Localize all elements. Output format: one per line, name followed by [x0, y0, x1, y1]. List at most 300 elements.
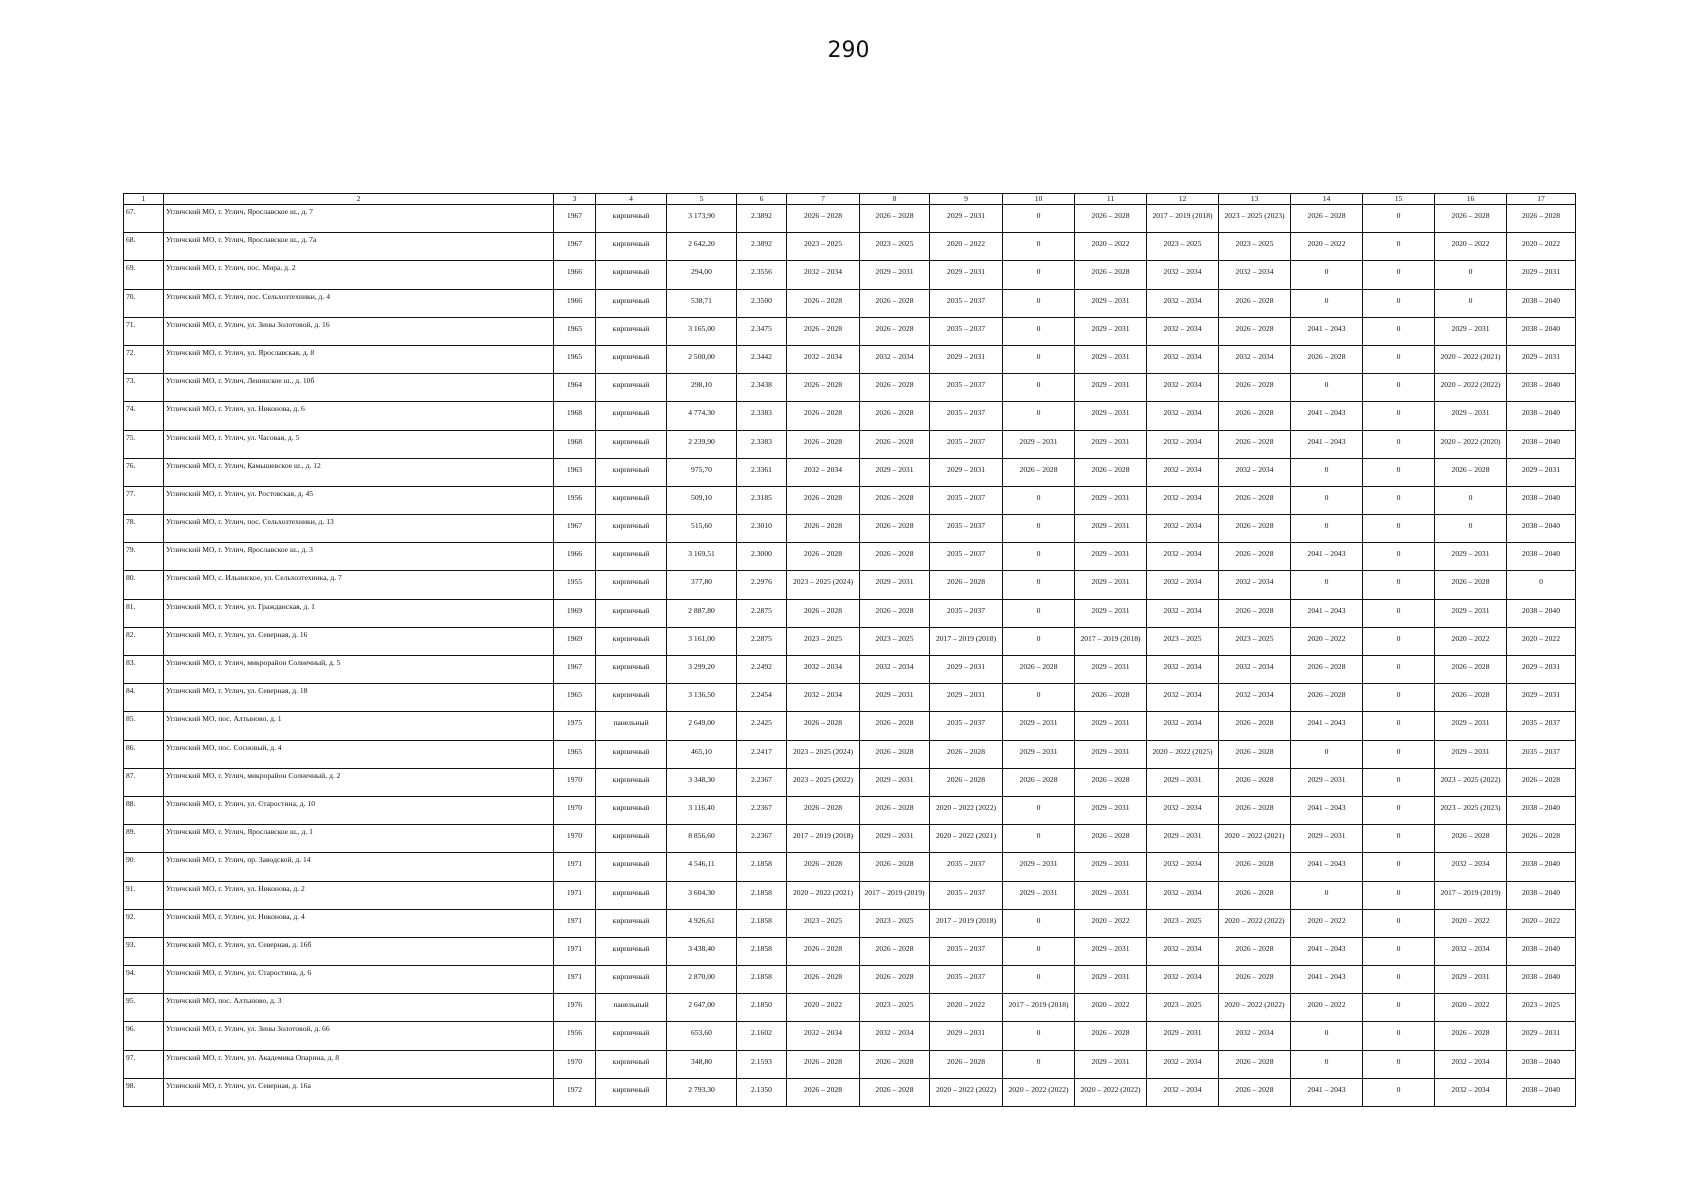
table-cell: 2023 – 2025 (2024) — [787, 571, 860, 599]
table-cell: 0 — [1363, 345, 1435, 373]
table-cell: 2026 – 2028 — [1219, 317, 1291, 345]
table-cell: 2035 – 2037 — [930, 515, 1003, 543]
table-cell: кирпичный — [596, 740, 667, 768]
table-cell: 2026 – 2028 — [930, 768, 1003, 796]
table-cell: 2 500,00 — [667, 345, 737, 373]
table-cell: Угличский МО, г. Углич, ул. Старостина, д. 6 — [164, 966, 554, 994]
table-row — [124, 430, 1576, 458]
table-cell: Угличский МО, г. Углич, ул. Зины Золотовой, д. 66 — [164, 1022, 554, 1050]
table-cell: 2032 – 2034 — [1219, 345, 1291, 373]
table-cell: 2 870,00 — [667, 966, 737, 994]
table-cell: 2029 – 2031 — [1507, 684, 1576, 712]
table-cell: кирпичный — [596, 261, 667, 289]
table-cell: 2.1593 — [737, 1050, 787, 1078]
table-cell: 2026 – 2028 — [1435, 205, 1507, 233]
table-cell: Угличский МО, г. Углич, ул. Гражданская, д. 1 — [164, 599, 554, 627]
table-cell: 2032 – 2034 — [860, 345, 930, 373]
table-row — [124, 1022, 1576, 1050]
column-header: 14 — [1291, 194, 1363, 205]
table-cell: 2041 – 2043 — [1291, 966, 1363, 994]
column-header: 1 — [124, 194, 164, 205]
column-header: 6 — [737, 194, 787, 205]
table-cell: 1971 — [554, 881, 596, 909]
table-cell: 2026 – 2028 — [787, 543, 860, 571]
table-cell: 2020 – 2022 (2022) — [1075, 1078, 1147, 1106]
table-cell: 2.3892 — [737, 233, 787, 261]
table-cell: 2032 – 2034 — [1147, 261, 1219, 289]
table-cell: 2020 – 2022 (2022) — [930, 796, 1003, 824]
table-cell: 1965 — [554, 317, 596, 345]
table-cell: 2026 – 2028 — [1219, 796, 1291, 824]
table-cell: 87. — [124, 768, 164, 796]
table-cell: 2029 – 2031 — [1291, 825, 1363, 853]
table-cell: 3 136,50 — [667, 684, 737, 712]
table-cell: 2.2454 — [737, 684, 787, 712]
table-cell: 2038 – 2040 — [1507, 402, 1576, 430]
table-cell: Угличский МО, г. Углич, пр. Заводской, д. 14 — [164, 853, 554, 881]
table-cell: 2029 – 2031 — [1075, 345, 1147, 373]
table-cell: 2026 – 2028 — [1219, 599, 1291, 627]
table-cell: кирпичный — [596, 599, 667, 627]
table-cell: 2032 – 2034 — [1147, 853, 1219, 881]
table-cell: 2.1350 — [737, 1078, 787, 1106]
table-cell: 2035 – 2037 — [930, 937, 1003, 965]
table-cell: 2032 – 2034 — [1147, 543, 1219, 571]
repair-schedule-table — [123, 193, 1576, 1107]
table-cell: 2020 – 2022 (2020) — [1435, 430, 1507, 458]
table-cell: 2023 – 2025 — [787, 909, 860, 937]
table-cell: 94. — [124, 966, 164, 994]
table-cell: 2035 – 2037 — [930, 317, 1003, 345]
table-cell: 2026 – 2028 — [860, 853, 930, 881]
table-cell: Угличский МО, г. Углич, ул. Старостина, д. 10 — [164, 796, 554, 824]
table-cell: Угличский МО, г. Углич, ул. Зины Золотовой, д. 16 — [164, 317, 554, 345]
table-cell: 2026 – 2028 — [1507, 205, 1576, 233]
table-cell: 2020 – 2022 — [1291, 994, 1363, 1022]
table-cell: 2029 – 2031 — [1003, 712, 1075, 740]
column-header: 17 — [1507, 194, 1576, 205]
table-cell: 0 — [1435, 261, 1507, 289]
table-cell: 2.3185 — [737, 486, 787, 514]
table-cell: 2026 – 2028 — [860, 543, 930, 571]
table-cell: кирпичный — [596, 205, 667, 233]
table-cell: кирпичный — [596, 374, 667, 402]
table-cell: 2 649,00 — [667, 712, 737, 740]
table-cell: 1967 — [554, 656, 596, 684]
table-cell: 2032 – 2034 — [1147, 317, 1219, 345]
table-cell: 2029 – 2031 — [860, 684, 930, 712]
table-cell: 2029 – 2031 — [1435, 712, 1507, 740]
table-cell: 2041 – 2043 — [1291, 599, 1363, 627]
table-cell: 2023 – 2025 — [1147, 627, 1219, 655]
table-cell: 2017 – 2019 (2019) — [860, 881, 930, 909]
table-cell: 0 — [1291, 261, 1363, 289]
table-cell: 2026 – 2028 — [860, 937, 930, 965]
table-cell: 2026 – 2028 — [860, 796, 930, 824]
table-cell: 79. — [124, 543, 164, 571]
table-cell: 2029 – 2031 — [1075, 740, 1147, 768]
table-cell: 2.3556 — [737, 261, 787, 289]
table-cell: 2029 – 2031 — [1003, 430, 1075, 458]
table-cell: 2026 – 2028 — [1219, 768, 1291, 796]
table-cell: 92. — [124, 909, 164, 937]
table-cell: Угличский МО, г. Углич, Ленинское ш., д. 10б — [164, 374, 554, 402]
table-cell: 2.2492 — [737, 656, 787, 684]
table-cell: Угличский МО, пос. Сосновый, д. 4 — [164, 740, 554, 768]
table-cell: 2026 – 2028 — [1435, 684, 1507, 712]
table-cell: 2.1858 — [737, 881, 787, 909]
table-cell: 0 — [1291, 458, 1363, 486]
table-cell: 1966 — [554, 261, 596, 289]
table-cell: 2029 – 2031 — [930, 261, 1003, 289]
table-cell: 84. — [124, 684, 164, 712]
table-cell: 2032 – 2034 — [1147, 796, 1219, 824]
table-cell: 2020 – 2022 — [1507, 909, 1576, 937]
table-row — [124, 796, 1576, 824]
table-cell: 1971 — [554, 937, 596, 965]
table-cell: 2026 – 2028 — [787, 289, 860, 317]
table-cell: 2032 – 2034 — [1435, 1050, 1507, 1078]
table-cell: 2029 – 2031 — [1075, 1050, 1147, 1078]
column-header: 11 — [1075, 194, 1147, 205]
table-cell: 2026 – 2028 — [860, 486, 930, 514]
table-cell: Угличский МО, г. Углич, ул. Часовая, д. 5 — [164, 430, 554, 458]
table-cell: 3 438,40 — [667, 937, 737, 965]
table-cell: 2026 – 2028 — [1219, 881, 1291, 909]
column-header: 4 — [596, 194, 667, 205]
table-cell: 2038 – 2040 — [1507, 937, 1576, 965]
table-cell: 2020 – 2022 (2022) — [1003, 1078, 1075, 1106]
table-cell: 2029 – 2031 — [860, 261, 930, 289]
table-cell: 0 — [1363, 1022, 1435, 1050]
table-cell: 2032 – 2034 — [1147, 1078, 1219, 1106]
table-cell: 2026 – 2028 — [860, 966, 930, 994]
table-cell: 0 — [1363, 1050, 1435, 1078]
table-cell: 0 — [1003, 486, 1075, 514]
table-cell: 1956 — [554, 486, 596, 514]
table-row — [124, 233, 1576, 261]
table-cell: 69. — [124, 261, 164, 289]
table-cell: кирпичный — [596, 966, 667, 994]
table-cell: кирпичный — [596, 627, 667, 655]
table-cell: 0 — [1363, 881, 1435, 909]
table-cell: 2035 – 2037 — [930, 289, 1003, 317]
table-cell: 2020 – 2022 — [1435, 627, 1507, 655]
table-cell: 0 — [1363, 458, 1435, 486]
table-cell: 2038 – 2040 — [1507, 853, 1576, 881]
table-cell: 2035 – 2037 — [930, 599, 1003, 627]
table-cell: 3 165,00 — [667, 317, 737, 345]
table-cell: 1970 — [554, 1050, 596, 1078]
table-cell: 1969 — [554, 627, 596, 655]
table-cell: 2.3383 — [737, 402, 787, 430]
table-cell: 2.1602 — [737, 1022, 787, 1050]
table-cell: 1971 — [554, 909, 596, 937]
table-cell: 2026 – 2028 — [860, 599, 930, 627]
table-cell: 2026 – 2028 — [1507, 825, 1576, 853]
table-row — [124, 1050, 1576, 1078]
table-cell: 2023 – 2025 — [787, 627, 860, 655]
table-cell: 2 642,20 — [667, 233, 737, 261]
table-cell: 2032 – 2034 — [1147, 515, 1219, 543]
table-cell: 0 — [1291, 486, 1363, 514]
table-cell: 298,10 — [667, 374, 737, 402]
page-number: 290 — [827, 38, 870, 63]
table-cell: 2023 – 2025 — [1147, 994, 1219, 1022]
table-row — [124, 937, 1576, 965]
table-row — [124, 515, 1576, 543]
table-cell: 0 — [1363, 430, 1435, 458]
table-cell: 2026 – 2028 — [1075, 205, 1147, 233]
table-cell: 2023 – 2025 — [860, 233, 930, 261]
table-cell: 1969 — [554, 599, 596, 627]
table-cell: 2038 – 2040 — [1507, 515, 1576, 543]
table-cell: 2029 – 2031 — [1075, 937, 1147, 965]
table-cell: 2035 – 2037 — [1507, 712, 1576, 740]
table-cell: 0 — [1363, 909, 1435, 937]
table-cell: 2026 – 2028 — [1075, 261, 1147, 289]
table-cell: 2026 – 2028 — [860, 205, 930, 233]
table-cell: 2026 – 2028 — [860, 712, 930, 740]
table-cell: 0 — [1363, 796, 1435, 824]
column-header: 10 — [1003, 194, 1075, 205]
table-cell: 0 — [1435, 289, 1507, 317]
table-cell: 2.2425 — [737, 712, 787, 740]
table-cell: 2026 – 2028 — [1435, 656, 1507, 684]
table-cell: Угличский МО, г. Углич, пос. Мира, д. 2 — [164, 261, 554, 289]
table-cell: 0 — [1363, 233, 1435, 261]
table-cell: 0 — [1003, 317, 1075, 345]
table-cell: 2026 – 2028 — [1003, 768, 1075, 796]
table-row — [124, 656, 1576, 684]
table-cell: 2026 – 2028 — [787, 430, 860, 458]
table-cell: 0 — [1003, 825, 1075, 853]
table-cell: 0 — [1363, 825, 1435, 853]
table-cell: 2032 – 2034 — [1147, 430, 1219, 458]
table-row — [124, 881, 1576, 909]
column-header: 13 — [1219, 194, 1291, 205]
table-cell: Угличский МО, г. Углич, ул. Северная, д. 16 — [164, 627, 554, 655]
table-cell: 2017 – 2019 (2018) — [930, 909, 1003, 937]
table-cell: 1975 — [554, 712, 596, 740]
table-cell: 2029 – 2031 — [1507, 261, 1576, 289]
table-cell: 2020 – 2022 — [1075, 994, 1147, 1022]
table-cell: 2026 – 2028 — [860, 1050, 930, 1078]
table-row — [124, 345, 1576, 373]
table-cell: 2020 – 2022 — [787, 994, 860, 1022]
table-cell: 2023 – 2025 — [860, 909, 930, 937]
table-cell: кирпичный — [596, 909, 667, 937]
table-cell: 83. — [124, 656, 164, 684]
table-cell: 97. — [124, 1050, 164, 1078]
table-cell: 2.2367 — [737, 825, 787, 853]
table-cell: 3 161,00 — [667, 627, 737, 655]
table-cell: 2029 – 2031 — [1435, 599, 1507, 627]
table-cell: 2026 – 2028 — [1219, 937, 1291, 965]
table-cell: 2032 – 2034 — [1219, 656, 1291, 684]
table-cell: 67. — [124, 205, 164, 233]
table-cell: 2026 – 2028 — [787, 853, 860, 881]
table-cell: 98. — [124, 1078, 164, 1106]
table-cell: 68. — [124, 233, 164, 261]
table-cell: 2017 – 2019 (2018) — [930, 627, 1003, 655]
table-cell: 2026 – 2028 — [1219, 486, 1291, 514]
table-row — [124, 458, 1576, 486]
table-cell: 2038 – 2040 — [1507, 289, 1576, 317]
table-cell: 2035 – 2037 — [930, 402, 1003, 430]
table-cell: 2035 – 2037 — [930, 853, 1003, 881]
table-cell: 1965 — [554, 740, 596, 768]
table-cell: 2.3442 — [737, 345, 787, 373]
table-cell: 509,10 — [667, 486, 737, 514]
table-cell: 2.3892 — [737, 205, 787, 233]
table-cell: 2029 – 2031 — [1075, 486, 1147, 514]
table-cell: 2038 – 2040 — [1507, 599, 1576, 627]
table-cell: 0 — [1291, 289, 1363, 317]
table-cell: 653,60 — [667, 1022, 737, 1050]
table-cell: 2.2875 — [737, 627, 787, 655]
table-cell: 2023 – 2025 — [1507, 994, 1576, 1022]
table-cell: 81. — [124, 599, 164, 627]
table-cell: 1968 — [554, 402, 596, 430]
table-cell: 2023 – 2025 — [1219, 233, 1291, 261]
table-cell: 2017 – 2019 (2018) — [1147, 205, 1219, 233]
table-cell: 2020 – 2022 — [1435, 909, 1507, 937]
table-row — [124, 768, 1576, 796]
table-cell: 2026 – 2028 — [930, 571, 1003, 599]
table-cell: кирпичный — [596, 289, 667, 317]
table-cell: 2020 – 2022 — [1075, 233, 1147, 261]
table-cell: 2.3438 — [737, 374, 787, 402]
table-cell: 0 — [1507, 571, 1576, 599]
table-cell: 0 — [1363, 966, 1435, 994]
table-cell: 0 — [1003, 402, 1075, 430]
table-cell: 2026 – 2028 — [1219, 402, 1291, 430]
table-cell: 2020 – 2022 (2022) — [930, 1078, 1003, 1106]
table-cell: 2026 – 2028 — [1003, 656, 1075, 684]
table-cell: 2029 – 2031 — [1147, 768, 1219, 796]
table-cell: Угличский МО, г. Углич, Ярославское ш., д. 3 — [164, 543, 554, 571]
table-cell: 3 116,40 — [667, 796, 737, 824]
table-row — [124, 205, 1576, 233]
table-cell: 2026 – 2028 — [1291, 205, 1363, 233]
table-cell: 1972 — [554, 1078, 596, 1106]
table-cell: 73. — [124, 374, 164, 402]
table-cell: 2026 – 2028 — [787, 1078, 860, 1106]
table-cell: Угличский МО, г. Углич, микрорайон Солнечный, д. 2 — [164, 768, 554, 796]
table-row — [124, 402, 1576, 430]
table-cell: 2020 – 2022 — [1507, 627, 1576, 655]
table-cell: 2026 – 2028 — [1075, 825, 1147, 853]
table-cell: кирпичный — [596, 571, 667, 599]
table-cell: 2.3010 — [737, 515, 787, 543]
table-cell: кирпичный — [596, 317, 667, 345]
table-cell: 2020 – 2022 — [1075, 909, 1147, 937]
table-cell: 2.2976 — [737, 571, 787, 599]
table-cell: Угличский МО, пос. Алтыново, д. 3 — [164, 994, 554, 1022]
table-cell: 2032 – 2034 — [1147, 599, 1219, 627]
table-cell: Угличский МО, г. Углич, пос. Сельхозтехники, д. 13 — [164, 515, 554, 543]
table-cell: 4 546,11 — [667, 853, 737, 881]
table-cell: 2020 – 2022 — [1435, 233, 1507, 261]
table-cell: 2026 – 2028 — [1435, 571, 1507, 599]
table-cell: 0 — [1435, 486, 1507, 514]
table-cell: 1956 — [554, 1022, 596, 1050]
table-cell: 2032 – 2034 — [787, 261, 860, 289]
table-cell: 0 — [1291, 374, 1363, 402]
table-cell: кирпичный — [596, 486, 667, 514]
table-cell: 0 — [1363, 571, 1435, 599]
table-cell: 2020 – 2022 (2021) — [787, 881, 860, 909]
table-cell: 2020 – 2022 (2022) — [1219, 994, 1291, 1022]
table-cell: 2023 – 2025 (2024) — [787, 740, 860, 768]
table-row — [124, 825, 1576, 853]
table-cell: 2026 – 2028 — [1219, 515, 1291, 543]
table-cell: 2.3383 — [737, 430, 787, 458]
table-cell: 2026 – 2028 — [1291, 684, 1363, 712]
table-cell: 2026 – 2028 — [860, 515, 930, 543]
table-cell: 2 887,80 — [667, 599, 737, 627]
table-cell: 2029 – 2031 — [930, 684, 1003, 712]
table-cell: 1967 — [554, 515, 596, 543]
table-cell: 0 — [1363, 486, 1435, 514]
table-cell: 0 — [1363, 289, 1435, 317]
table-cell: 2020 – 2022 (2021) — [1435, 345, 1507, 373]
table-cell: 2029 – 2031 — [1507, 345, 1576, 373]
table-cell: кирпичный — [596, 345, 667, 373]
table-cell: 2026 – 2028 — [860, 1078, 930, 1106]
table-cell: 2032 – 2034 — [1147, 656, 1219, 684]
table-cell: 1967 — [554, 233, 596, 261]
table-cell: 0 — [1003, 543, 1075, 571]
column-header: 3 — [554, 194, 596, 205]
table-cell: 2032 – 2034 — [787, 684, 860, 712]
table-cell: 2041 – 2043 — [1291, 937, 1363, 965]
table-cell: 2017 – 2019 (2019) — [1435, 881, 1507, 909]
table-cell: 0 — [1003, 909, 1075, 937]
table-cell: 2029 – 2031 — [1075, 374, 1147, 402]
table-cell: 0 — [1003, 627, 1075, 655]
table-cell: 0 — [1363, 205, 1435, 233]
table-cell: 2023 – 2025 (2023) — [1219, 205, 1291, 233]
table-cell: кирпичный — [596, 543, 667, 571]
table-row — [124, 712, 1576, 740]
table-cell: 3 299,20 — [667, 656, 737, 684]
table-cell: 2032 – 2034 — [1219, 458, 1291, 486]
table-cell: 2029 – 2031 — [930, 1022, 1003, 1050]
table-cell: 2041 – 2043 — [1291, 543, 1363, 571]
table-cell: 0 — [1291, 881, 1363, 909]
table-cell: 2023 – 2025 — [860, 627, 930, 655]
table-cell: 2032 – 2034 — [787, 656, 860, 684]
table-row — [124, 740, 1576, 768]
table-cell: 2029 – 2031 — [1003, 740, 1075, 768]
table-cell: 0 — [1363, 374, 1435, 402]
table-cell: 2026 – 2028 — [1219, 740, 1291, 768]
table-row — [124, 966, 1576, 994]
table-cell: 0 — [1363, 543, 1435, 571]
column-header: 15 — [1363, 194, 1435, 205]
table-cell: 2035 – 2037 — [1507, 740, 1576, 768]
table-cell: 0 — [1363, 853, 1435, 881]
table-cell: 85. — [124, 712, 164, 740]
table-cell: 2029 – 2031 — [1075, 402, 1147, 430]
table-cell: 2029 – 2031 — [1435, 740, 1507, 768]
table-cell: 0 — [1291, 571, 1363, 599]
table-cell: 2038 – 2040 — [1507, 1050, 1576, 1078]
table-cell: 2020 – 2022 — [1291, 627, 1363, 655]
table-cell: 2029 – 2031 — [1147, 825, 1219, 853]
